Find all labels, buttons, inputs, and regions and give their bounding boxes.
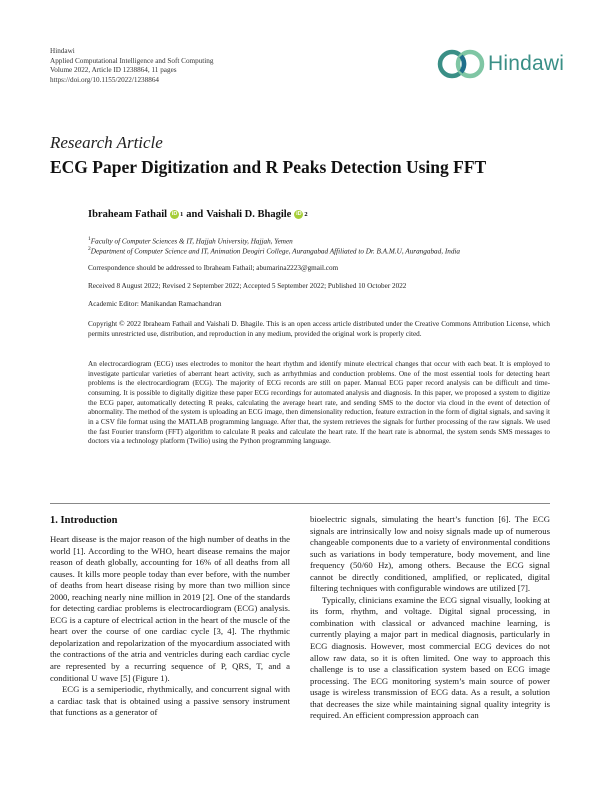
author-name[interactable]: Vaishali D. Bhagile [206,209,292,220]
article-type: Research Article [50,133,163,152]
affiliation-number: 1 [88,236,91,242]
affiliation [88,245,550,257]
body-paragraph: bioelectric signals, simulating the heart’s function [6]. The ECG signals are intrinsically low and noisy signals made up of numerous changeable components due to a variety of environmental conditions such as variations in body temperature, body movement, and line frequency (50/60 Hz), among others. Because the ECG signal cannot be directly conditioned, amplified, or replicated, digital filtering techniques with configurable windows are utilized [7]. [310,514,550,594]
publisher-name: Hindawi [50,47,75,55]
affiliation-text: Faculty of Computer Sciences & IT, Hajjah University, Hajjah, Yemen [90,237,293,246]
author-affiliation-mark: 1 [180,211,184,218]
body-paragraph: Typically, clinicians examine the ECG signal visually, looking at its form, rhythm, and voltage. Digital signal processing, in combination with classical or advanced machine learning, is currently playing a major part in medical diagnosis, particularly in ECG diagnosis. However, most commercial ECG devices do not allow raw data, so it is often limited. One way to approach this challenge is to use a classification system based on ECG image processing. The ECG monitoring system’s main source of power usage is wireless transmission of ECG data. As a result, a solution that decreases the size while maintaining signal quality integrity is required. An efficient compression approach can [310,594,550,721]
article-dates: Received 8 August 2022; Revised 2 September 2022; Accepted 5 September 2022; Published 10 October 2022 [88,282,407,290]
hindawi-logo [437,47,564,81]
author-affiliation-mark: 2 [304,211,308,218]
section-heading: 1. Introduction [50,515,118,526]
logo-wordmark: Hindawi [488,52,565,75]
article-title: ECG Paper Digitization and R Peaks Detection Using FFT [50,157,487,177]
abstract: An electrocardiogram (ECG) uses electrodes to monitor the heart rhythm and identify minute electrical changes that occur with each beat. It is employed to investigate particular varieties of aberrant heart activity, such as arrhythmias and conduction problems. One of the most essential tools for detecting heart problems is the electrocardiogram (ECG). The majority of ECG records are still on paper. Manual ECG paper record analysis can be difficult and time-consuming. It is possible to digitally digitize these paper ECG recordings for automated analysis and diagnosis. In this paper, we proposed a system to digitize the ECG paper, automatically detecting R peaks, calculating the average heart rate, and sending SMS to the doctor via cloud in the event of detection of abnormality. The method of the system is uploading an ECG image, then dimensionality reduction, feature extraction in the form of digital signals, and saving it in a CSV file format using the MATLAB programming language. After that, the system retrieves the signals for further processing of the raw signals. We used the fast Fourier transform (FFT) algorithm to calculate R peaks and calculate the heart rate. If the heart rate is abnormal, the system sends SMS messages to doctors via a technology platform (Twilio) using the Python programming language. [88,360,550,446]
affiliation-text: Department of Computer Science and IT, Animation Deogiri College, Aurangabad Affiliated to Dr. B.A.M.U, Aurangabad, India [90,247,461,256]
author-conjunction: and [186,209,204,220]
copyright-notice: Copyright © 2022 Ibraheam Fathail and Vaishali D. Bhagile. This is an open access article distributed under the Creative Commons Attribution License, which permits unrestricted use, distribution, and reproduction in any medium, provided the original work is properly cited. [88,320,550,338]
academic-editor: Academic Editor: Manikandan Ramachandran [88,300,222,308]
journal-name: Applied Computational Intelligence and Soft Computing [50,56,214,65]
author-list [88,209,311,220]
doi-link[interactable]: https://doi.org/10.1155/2022/1238864 [50,75,160,84]
hindawi-logo-icon [437,47,485,81]
body-paragraph: Heart disease is the major reason of the high number of deaths in the world [1]. According to the WHO, heart disease remains the major reason of death globally, accounting for 16% of all deaths from all causes. It kills more people today than ever before, with the number of deaths from heart disease rising by more than two million since 2000, reaching nearly nine million in 2019 [2]. One of the standards for detecting cardiac problems is electrocardiogram (ECG) analysis. ECG is a capture of electrical action in the heart of the muscle of the heart over the course of one cardiac cycle [3, 4]. The rhythmic depolarization and repolarization of the myocardium associated with the contractions of the atria and ventricles during each cardiac cycle are represented by a recurring sequence of P, QRS, T, and a conditional U wave [5] (Figure 1). [50,534,290,683]
section-divider [50,503,550,504]
orcid-icon[interactable]: iD [171,211,178,217]
orcid-icon[interactable]: iD [296,211,302,217]
journal-meta [50,47,214,85]
body-column-right [310,514,550,722]
body-column-left [50,514,290,719]
affiliation-number: 2 [88,246,91,252]
author-name[interactable]: Ibraheam Fathail [88,209,168,220]
body-paragraph: ECG is a semiperiodic, rhythmically, and concurrent signal with a cardiac task that is obtained using a passive sensory instrument that functions as a generator of [50,684,290,718]
correspondence: Correspondence should be addressed to Ibraheam Fathail; abumarina2223@gmail.com [88,264,339,272]
volume-info: Volume 2022, Article ID 1238864, 11 pages [50,66,177,75]
